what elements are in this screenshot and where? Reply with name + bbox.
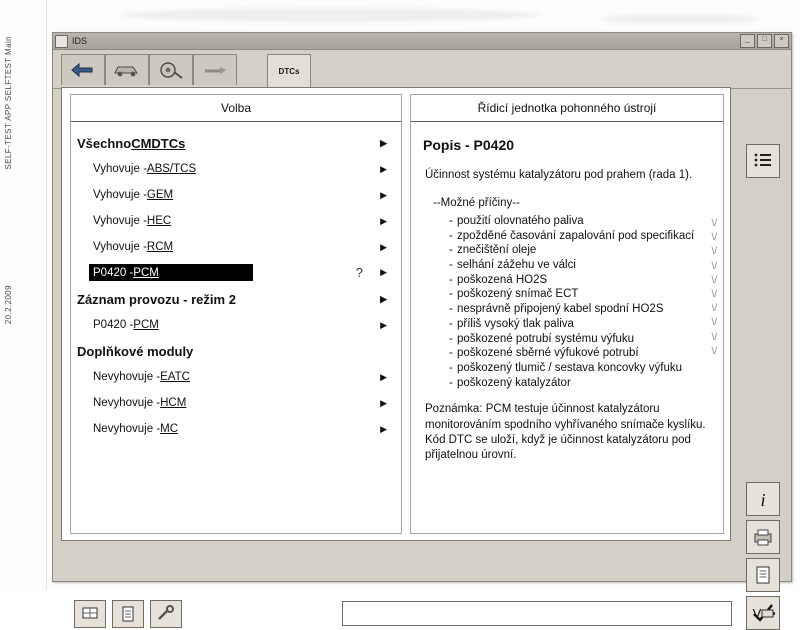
option-prefix: Nevyhovuje - xyxy=(93,397,161,409)
option-prefix: Všechno xyxy=(77,135,132,151)
main-content xyxy=(61,87,766,621)
list-item-eatc[interactable] xyxy=(71,364,401,390)
detail-body xyxy=(411,122,723,463)
svg-text:i: i xyxy=(760,490,766,510)
list-view-button[interactable] xyxy=(746,144,780,178)
cause-item: - příliš vysoký tlak paliva xyxy=(423,317,711,332)
option-prefix: Vyhovuje - xyxy=(93,215,147,227)
chevron-right-icon[interactable]: ▶ xyxy=(380,319,387,330)
causes-list xyxy=(423,214,711,391)
option-link[interactable]: EATC xyxy=(160,371,190,383)
scan-smudge xyxy=(120,8,540,22)
list-item-zaznam-provozu[interactable] xyxy=(71,286,401,312)
app-icon xyxy=(55,35,68,48)
list-item-doplnkove-moduly[interactable] xyxy=(71,338,401,364)
chevron-right-icon[interactable]: ▶ xyxy=(380,423,387,434)
tools-tab[interactable] xyxy=(149,54,193,85)
causes-title: --Možné příčiny-- xyxy=(433,196,520,209)
cause-item: - znečištění oleje xyxy=(423,243,711,258)
screen-button[interactable] xyxy=(74,600,106,628)
application-window xyxy=(52,32,792,621)
cause-item: - selhání zážehu ve válci xyxy=(423,258,711,273)
option-prefix: Nevyhovuje - xyxy=(93,371,161,383)
cause-item: - použití olovnatého paliva xyxy=(423,214,711,229)
detail-note: Poznámka: PCM testuje účinnost katalyzátoru monitorováním spodního vyhřívaného snímače kyslíku. Kód DTC se uloží, když je účinnost katalyzátoru pod přijatelnou úrovní. xyxy=(425,403,706,461)
page-button[interactable] xyxy=(112,600,144,628)
cause-item: - poškozený snímač ECT xyxy=(423,287,711,302)
option-link[interactable]: CMDTCs xyxy=(131,135,186,151)
scan-edge-line xyxy=(46,0,47,590)
voltage-label: V xyxy=(752,605,762,621)
chevron-right-icon[interactable]: ▶ xyxy=(380,241,387,252)
tools-button[interactable] xyxy=(150,600,182,628)
chevron-right-icon[interactable]: ▶ xyxy=(380,397,387,408)
chevron-right-icon[interactable]: ▶ xyxy=(380,163,387,174)
cause-item: - poškozený katalyzátor xyxy=(423,376,711,391)
option-prefix: Vyhovuje - xyxy=(93,163,147,175)
option-list xyxy=(71,122,401,442)
option-link[interactable]: ABS/TCS xyxy=(146,163,197,175)
list-item-mc[interactable] xyxy=(71,416,401,442)
cause-item: - zpožděné časování zapalování pod specifikací xyxy=(423,229,711,244)
list-item-all-cmdtcs[interactable] xyxy=(71,130,401,156)
window-title: IDS xyxy=(72,36,88,46)
list-item-p0420-pcm-selected[interactable] xyxy=(89,264,253,281)
voltage-indicator xyxy=(746,600,782,626)
option-prefix: Záznam provozu - režim 2 xyxy=(77,291,236,307)
cause-item: - poškozený tlumič / sestava koncovky výfuku xyxy=(423,361,711,376)
option-prefix: Doplňkové moduly xyxy=(77,343,194,359)
option-link[interactable]: GEM xyxy=(146,189,174,201)
battery-icon xyxy=(761,606,775,620)
option-link[interactable]: PCM xyxy=(133,266,159,279)
minimize-button[interactable]: _ xyxy=(740,34,755,48)
chevron-right-icon[interactable]: ▶ xyxy=(380,293,387,304)
scan-side-label-top: SELF-TEST APP SELFTEST Main xyxy=(4,36,13,170)
cause-item: - nesprávně připojený kabel spodní HO2S xyxy=(423,302,711,317)
dtc-tab-label: DTCs xyxy=(278,67,300,76)
document-button[interactable] xyxy=(746,558,780,592)
maximize-button[interactable]: □ xyxy=(757,34,772,48)
status-field[interactable] xyxy=(342,601,732,626)
detail-pane-header: Řídicí jednotka pohonného ústrojí xyxy=(411,95,723,122)
list-item-gem[interactable] xyxy=(71,182,401,208)
option-link[interactable]: PCM xyxy=(133,319,159,331)
list-item-hec[interactable] xyxy=(71,208,401,234)
scan-marks: \/ \/ \/ \/ \/ \/ \/ \/ \/ \/ xyxy=(711,218,717,357)
options-pane-header: Volba xyxy=(71,95,401,122)
scan-side-label-date: 20.2.2009 xyxy=(4,285,13,325)
option-link[interactable]: RCM xyxy=(146,241,174,253)
info-button[interactable] xyxy=(746,482,780,516)
option-prefix: Nevyhovuje - xyxy=(93,423,161,435)
option-link[interactable]: HEC xyxy=(146,215,172,227)
cause-item: - poškozené potrubí systému výfuku xyxy=(423,332,711,347)
chevron-right-icon[interactable]: ▶ xyxy=(380,267,387,277)
title-bar xyxy=(53,33,791,50)
close-button[interactable]: × xyxy=(774,34,789,48)
list-item-rcm[interactable] xyxy=(71,234,401,260)
detail-summary: Účinnost systému katalyzátoru pod prahem (rada 1). xyxy=(425,169,693,182)
cause-item: - poškozené sběrné výfukové potrubí xyxy=(423,346,711,361)
print-button[interactable] xyxy=(746,520,780,554)
option-prefix: Vyhovuje - xyxy=(93,241,147,253)
chevron-right-icon[interactable]: ▶ xyxy=(380,371,387,382)
option-link[interactable]: HCM xyxy=(160,397,187,409)
vehicle-tab[interactable] xyxy=(105,54,149,85)
options-pane xyxy=(70,94,402,534)
chevron-right-icon[interactable]: ▶ xyxy=(380,189,387,200)
detail-title: Popis - P0420 xyxy=(423,137,515,153)
toolbar xyxy=(53,50,791,89)
back-arrow-tab[interactable] xyxy=(61,54,105,85)
wrench-tab[interactable] xyxy=(193,54,237,85)
option-prefix: P0420 - xyxy=(93,319,134,331)
list-item-hcm[interactable] xyxy=(71,390,401,416)
side-button-bar xyxy=(746,142,782,594)
detail-pane xyxy=(410,94,724,534)
cause-item: - poškozená HO2S xyxy=(423,273,711,288)
chevron-right-icon[interactable]: ▶ xyxy=(380,215,387,226)
scan-smudge xyxy=(600,14,760,24)
list-item-p0420-pcm-mode2[interactable] xyxy=(71,312,401,338)
bottom-bar xyxy=(70,600,782,628)
option-prefix: P0420 - xyxy=(93,266,134,279)
option-link[interactable]: MC xyxy=(160,423,179,435)
dtc-tab[interactable] xyxy=(267,54,311,88)
help-marker-icon: ? xyxy=(355,265,363,280)
option-prefix: Vyhovuje - xyxy=(93,189,147,201)
list-item-abs-tcs[interactable] xyxy=(71,156,401,182)
chevron-right-icon[interactable]: ▶ xyxy=(380,137,387,148)
